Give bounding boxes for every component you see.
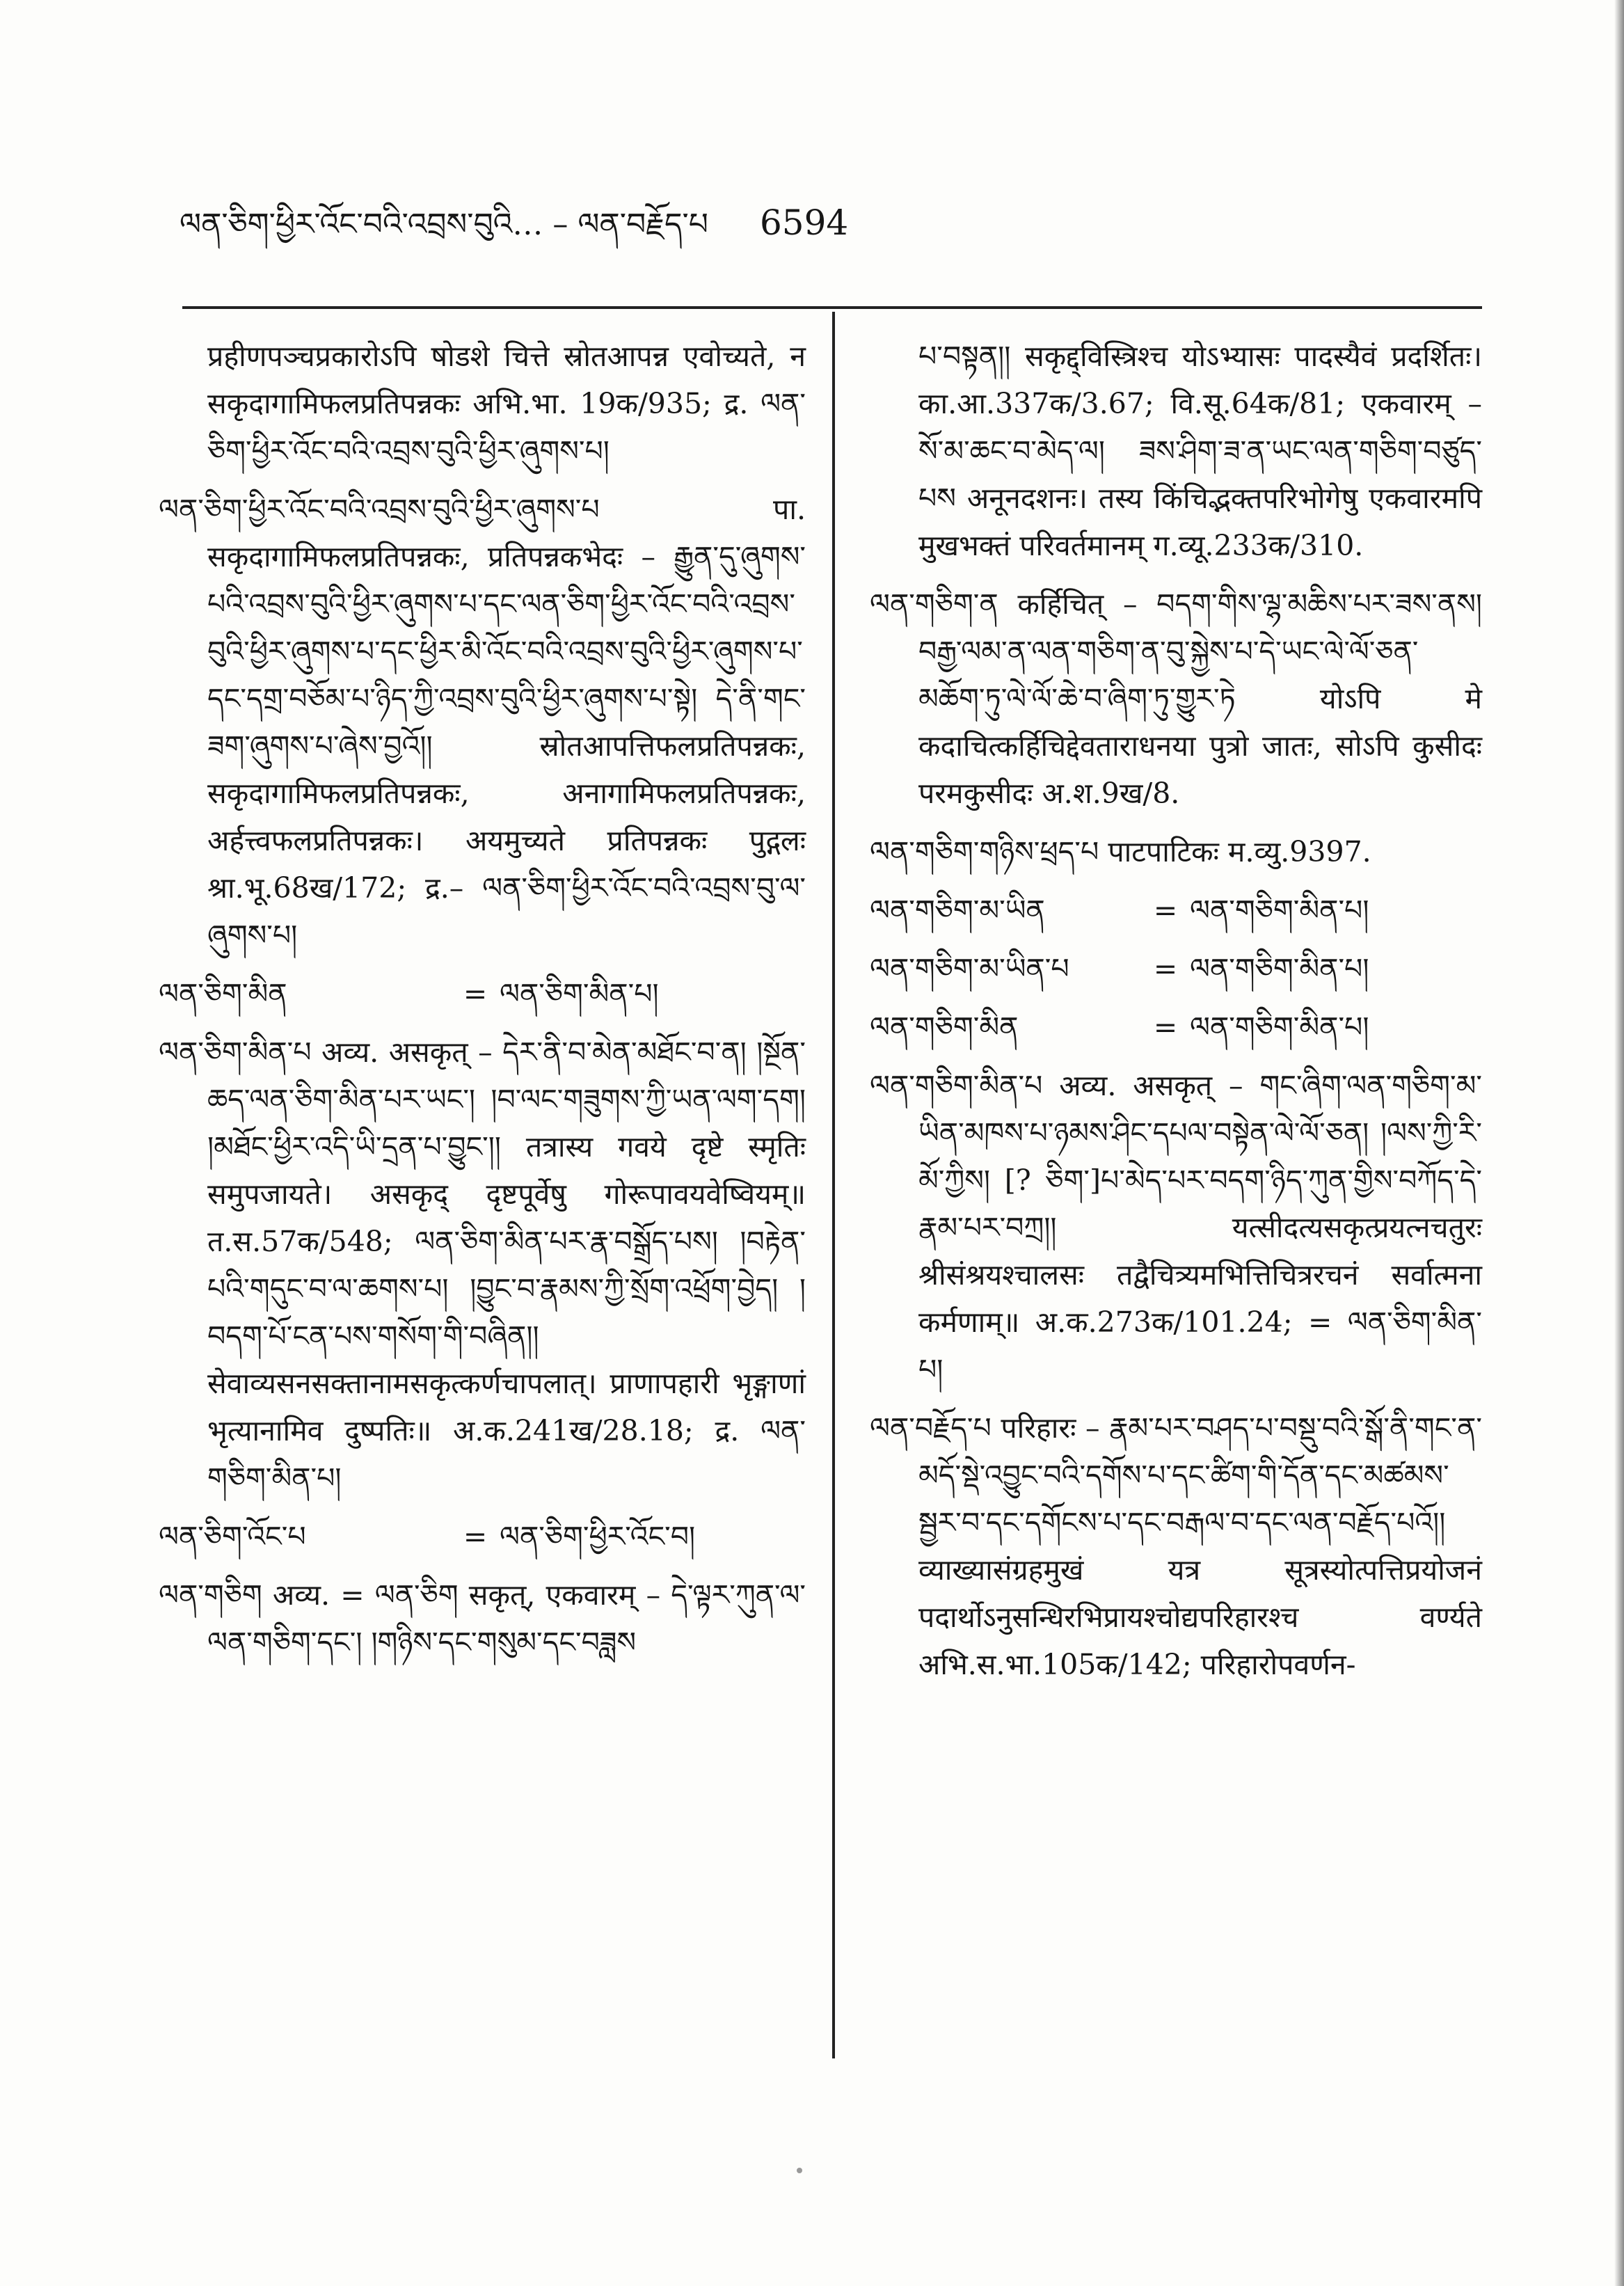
page-edge-shadow bbox=[1614, 0, 1624, 2286]
entry-body: परिहारः – རྣམ་པར་བཤད་པ་བསྡུ་བའི་སྒོ་ནི་གང་ན་མདོ་སྡེ་འབྱུང་བའི་དགོས་པ་དང་ཚིག་གི་དོན་དང་མཚམས་སྦྱར་བ་དང་དགོངས་པ་དང་བརྒལ་བ་དང་ལན་བརྗོད་པའོ།། व्याख्यासंग्रहमुखं यत्र सूत्रस्योत्पत्तिप्रयोजनं पदार्थोऽनुसन्धिरभिप्रायश्चोद्यपरिहारश्च वर्ण्यते अभि.स.भा.105क/142; परिहारोपवर्णन- bbox=[918, 1411, 1482, 1681]
entry-body: अव्य. = ལན་ཅིག सकृत्, एकवारम् – དེ་ལྟར་ཀུན་ལ་ལན་གཅིག་དང་། །གཉིས་དང་གསུམ་དང་བཟླས bbox=[207, 1578, 806, 1659]
cross-reference bbox=[159, 970, 806, 1017]
right-column bbox=[870, 333, 1482, 1699]
entry-body: कर्हिचित् – བདག་གིས་ལྷ་མཆིས་པར་ཟས་ནས། བརྒྱ་ལམ་ན་ལན་གཅིག་ན་བུ་སྐྱེས་པ་དེ་ཡང་ལེ་ལོ་ཅན་མཆོག་ཏུ་ལེ་ལོ་ཆེ་བ་ཞིག་ཏུ་གྱུར་ཏེ योऽपि मे कदाचित्कर्हिचिद्देवताराधनया पुत्रो जातः, सोऽपि कुसीदः परमकुसीदः अ.श.9ख/8. bbox=[918, 587, 1482, 810]
dictionary-entry bbox=[159, 486, 806, 959]
left-column bbox=[159, 333, 806, 1677]
equals-sign: = bbox=[463, 977, 488, 1010]
dictionary-entry bbox=[159, 1571, 806, 1666]
entry-body: पा. सकृदागामिफलप्रतिपन्नकः, प्रतिपन्नकभेदः – རྒྱུན་དུ་ཞུགས་པའི་འབྲས་བུའི་ཕྱིར་ཞུགས་པ་དང་ལན་ཅིག་ཕྱིར་འོང་བའི་འབྲས་བུའི་ཕྱིར་ཞུགས་པ་དང་ཕྱིར་མི་འོང་བའི་འབྲས་བུའི་ཕྱིར་ཞུགས་པ་དང་དགྲ་བཅོམ་པ་ཉིད་ཀྱི་འབྲས་བུའི་ཕྱིར་ཞུགས་པ་སྟེ། དེ་ནི་གང་ཟག་ཞུགས་པ་ཞེས་བྱའོ།། स्रोतआपत्तिफलप्रतिपन्नकः, सकृदागामिफलप्रतिपन्नकः, अनागामिफलप्रतिपन्नकः, अर्हत्त्वफलप्रतिपन्नकः। अयमुच्यते प्रतिपन्नकः पुद्गलः श्रा.भू.68ख/172; द्र.– ལན་ཅིག་ཕྱིར་འོང་བའི་འབྲས་བུ་ལ་ཞུགས་པ། bbox=[207, 493, 806, 952]
headword: ལན་གཅིག་མིན་པ bbox=[870, 1069, 1043, 1102]
headword: ལན་ཅིག་འོང་པ bbox=[159, 1520, 306, 1553]
headword: ལན་བརྗོད་པ bbox=[870, 1411, 992, 1445]
headword: ལན་ཅིག་མིན bbox=[159, 977, 287, 1010]
running-head-text: ལན་ཅིག་ཕྱིར་འོང་བའི་འབྲས་བུའི… – ལན་བརྗོད་པ bbox=[180, 207, 708, 242]
scan-speck bbox=[797, 2168, 802, 2173]
entry-body: པ་བསྟན།། सकृद्द्विस्त्रिश्च योऽभ्यासः पादस्यैवं प्रदर्शितः। का.आ.337क/3.67; वि.सू.64क/81; एकवारम् – སོ་མ་ཆང་བ་མེད་ལ། ཟས་ཤིག་ཟ་ན་ཡང་ལན་གཅིག་བཙུད་པས अनूनदशनः। तस्य किंचिद्भक्तपरिभोगेषु एकवारमपि मुखभक्तं परिवर्तमानम् ग.व्यू.233क/310. bbox=[918, 340, 1482, 562]
equals-sign: = bbox=[1153, 894, 1178, 927]
entry-body: अव्य. असकृत् – གང་ཞིག་ལན་གཅིག་མ་ཡིན་མཁས་པ་ཉམས་ཤིང་དཔལ་བསྟེན་ལེ་ལོ་ཅན། །ལས་ཀྱི་རི་མོ་ཀྱིས། [? ཅིག་]པ་མེད་པར་བདག་ཉིད་ཀུན་གྱིས་བཀོད་དེ་རྣམ་པར་བཀྲ།། यत्सीदत्यसकृत्प्रयत्नचतुरः श्रीसंश्रयश्चालसः तद्वैचित्र्यमभित्तिचित्ररचनं सर्वात्मना कर्मणाम्॥ अ.क.273क/101.24; = ལན་ཅིག་མིན་པ། bbox=[918, 1069, 1482, 1386]
continuation-text bbox=[159, 333, 806, 475]
page-number: 6594 bbox=[759, 203, 849, 243]
headword: ལན་གཅིག bbox=[159, 1578, 262, 1612]
reference-target: ལན་གཅིག་མིན་པ། bbox=[1190, 1010, 1369, 1044]
entry-body: प्रहीणपञ्चप्रकारोऽपि षोडशे चित्ते स्रोतआपन्न एवोच्यते, न सकृदागामिफलप्रतिपन्नकः अभि.भा. 19क/935; द्र. ལན་ཅིག་ཕྱིར་འོང་བའི་འབྲས་བུའི་ཕྱིར་ཞུགས་པ། bbox=[207, 340, 806, 468]
running-head bbox=[180, 191, 903, 254]
cross-reference bbox=[870, 887, 1482, 934]
column-divider bbox=[832, 312, 835, 2058]
dictionary-entry bbox=[870, 580, 1482, 817]
entry-body: अव्य. असकृत् – དེར་ནི་བ་མེན་མཐོང་བ་ན། །སྔོན་ཆད་ལན་ཅིག་མིན་པར་ཡང་། །བ་ལང་གཟུགས་ཀྱི་ཡན་ལག་དག། །མཐོང་ཕྱིར་འདི་ཡི་དྲན་པ་བྱུང་།། तत्रास्य गवये दृष्टे स्मृतिः समुपजायते। असकृद् दृष्टपूर्वेषु गोरूपावयवेष्वियम्॥ त.स.57क/548; ལན་ཅིག་མིན་པར་རྣ་བསྒྲོད་པས། །བརྟེན་པའི་གདུང་བ་ལ་ཆགས་པ། །བྱུང་བ་རྣམས་ཀྱི་སྲོག་འཕྲོག་བྱེད། །བདག་པོ་ངན་པས་གསོག་གི་བཞིན།། सेवाव्यसनसक्तानामसकृत्कर्णचापलात्। प्राणापहारी भृङ्गाणां भृत्यानामिव दुष्पतिः॥ अ.क.241ख/28.18; द्र. ལན་གཅིག་མིན་པ། bbox=[207, 1035, 806, 1495]
reference-target: ལན་ཅིག་ཕྱིར་འོང་བ། bbox=[500, 1520, 696, 1553]
headword: ལན་གཅིག་ན bbox=[870, 587, 998, 621]
dictionary-entry bbox=[159, 1029, 806, 1502]
dictionary-entry bbox=[870, 1062, 1482, 1393]
entry-body: पाटपाटिकः म.व्यु.9397. bbox=[1108, 835, 1371, 868]
dictionary-entry bbox=[870, 1404, 1482, 1688]
headword: ལན་གཅིག་མ་ཡིན་པ bbox=[870, 952, 1069, 985]
headword: ལན་ཅིག་ཕྱིར་འོང་བའི་འབྲས་བུའི་ཕྱིར་ཞུགས་པ bbox=[159, 493, 600, 526]
cross-reference bbox=[159, 1513, 806, 1560]
headword: ལན་གཅིག་མིན bbox=[870, 1010, 1019, 1044]
headword: ལན་གཅིག་གཉིས་ཕྲད་པ bbox=[870, 835, 1099, 868]
continuation-text bbox=[870, 333, 1482, 569]
cross-reference bbox=[870, 1003, 1482, 1051]
headword: ལན་གཅིག་མ་ཡིན bbox=[870, 894, 1045, 927]
reference-target: ལན་གཅིག་མིན་པ། bbox=[1190, 952, 1369, 985]
header-rule bbox=[182, 306, 1482, 309]
reference-target: ལན་གཅིག་མིན་པ། bbox=[1190, 894, 1369, 927]
equals-sign: = bbox=[463, 1520, 488, 1553]
reference-target: ལན་ཅིག་མིན་པ། bbox=[500, 977, 659, 1010]
headword: ལན་ཅིག་མིན་པ bbox=[159, 1035, 312, 1069]
cross-reference bbox=[870, 945, 1482, 992]
equals-sign: = bbox=[1153, 952, 1178, 985]
dictionary-entry bbox=[870, 828, 1482, 875]
equals-sign: = bbox=[1153, 1010, 1178, 1044]
